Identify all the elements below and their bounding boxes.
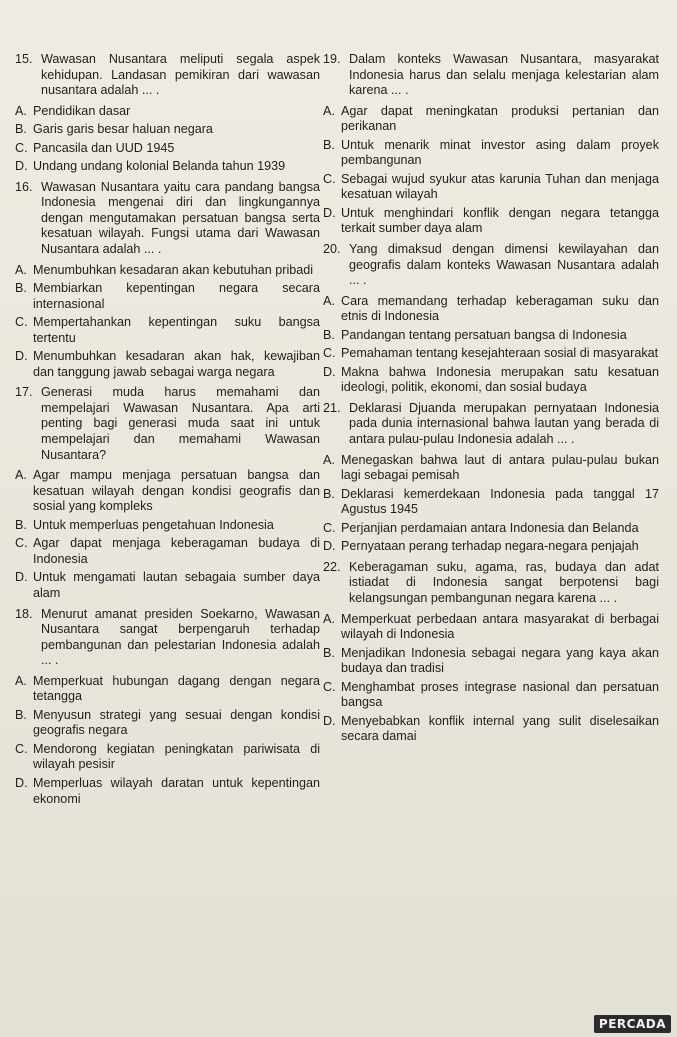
- option-17-c[interactable]: [15, 536, 320, 567]
- options-15: [15, 104, 320, 175]
- option-text: Sebagai wujud syukur atas karunia Tuhan dan menjaga kesatuan wilayah: [341, 171, 659, 202]
- option-letter: B.: [323, 486, 335, 501]
- option-15-b[interactable]: [15, 122, 320, 138]
- option-19-a[interactable]: [323, 104, 659, 135]
- option-letter: C.: [323, 520, 336, 535]
- option-letter: A.: [15, 103, 27, 118]
- option-text: Menumbuhkan kesadaran akan kebutuhan pribadi: [33, 262, 314, 277]
- options-17: [15, 468, 320, 601]
- option-text: Memperkuat perbedaan antara masyarakat di berbagai wilayah di Indonesia: [341, 611, 659, 642]
- option-22-d[interactable]: [323, 714, 659, 745]
- question-19: [323, 52, 659, 99]
- option-19-b[interactable]: [323, 138, 659, 169]
- option-letter: A.: [323, 293, 335, 308]
- option-text: Untuk mengamati lautan sebagaia sumber daya alam: [33, 570, 320, 600]
- options-19: [323, 104, 659, 237]
- option-letter: C.: [15, 140, 28, 155]
- question-18: [15, 607, 320, 669]
- option-20-c[interactable]: [323, 346, 659, 362]
- option-letter: A.: [15, 468, 27, 483]
- option-text: Makna bahwa Indonesia merupakan satu kesatuan ideologi, politik, ekonomi, dan sosial budaya: [341, 364, 659, 395]
- option-letter: A.: [15, 673, 27, 688]
- question-16: [15, 180, 320, 258]
- option-letter: D.: [15, 775, 28, 790]
- option-letter: A.: [323, 452, 335, 467]
- right-column: [323, 52, 659, 750]
- options-21: [323, 453, 659, 555]
- option-text: Menumbuhkan kesadaran akan hak, kewajiban dan tanggung jawab sebagai warga negara: [33, 349, 320, 379]
- option-17-a[interactable]: [15, 468, 320, 515]
- left-column: [15, 52, 320, 812]
- option-text: Pancasila dan UUD 1945: [33, 140, 175, 155]
- question-text: Generasi muda harus memahami dan mempelajari Wawasan Nusantara. Apa arti penting bagi generasi muda saat ini untuk mempelajari dan memahami Wawasan Nusantara?: [41, 385, 320, 462]
- question-15: [15, 52, 320, 99]
- option-21-c[interactable]: [323, 521, 659, 537]
- option-letter: C.: [323, 346, 336, 361]
- option-text: Menghambat proses integrase nasional dan persatuan bangsa: [341, 679, 659, 710]
- option-letter: A.: [323, 103, 335, 118]
- option-text: Memperluas wilayah daratan untuk kepentingan ekonomi: [33, 775, 320, 806]
- option-text: Untuk memperluas pengetahuan Indonesia: [33, 517, 274, 532]
- option-letter: B.: [15, 517, 27, 532]
- option-16-c[interactable]: [15, 315, 320, 346]
- option-letter: D.: [15, 570, 28, 585]
- option-16-d[interactable]: [15, 349, 320, 380]
- option-text: Agar dapat menjaga keberagaman budaya di Indonesia: [33, 536, 320, 566]
- option-text: Undang undang kolonial Belanda tahun 1939: [33, 159, 286, 174]
- option-text: Mendorong kegiatan peningkatan pariwisata di wilayah pesisir: [33, 741, 320, 772]
- question-text: Wawasan Nusantara yaitu cara pandang bangsa Indonesia mengenai diri dan lingkungannya dengan mengutamakan persatuan bangsa serta kesatuan wilayah. Fungsi utama dari Wawasan Nusantara adalah ... .: [41, 179, 320, 257]
- option-text: Agar mampu menjaga persatuan bangsa dan kesatuan wilayah dengan kondisi geografis dan sosial yang kompleks: [33, 468, 320, 514]
- option-letter: D.: [323, 205, 336, 220]
- option-19-d[interactable]: [323, 206, 659, 237]
- option-letter: B.: [15, 707, 27, 722]
- option-letter: D.: [323, 364, 336, 379]
- option-16-a[interactable]: [15, 263, 320, 279]
- question-text: Deklarasi Djuanda merupakan pernyataan Indonesia pada dunia internasional bahwa lautan yang berada di antara pulau-pulau Indonesia adalah ... .: [349, 400, 659, 447]
- options-22: [323, 612, 659, 745]
- option-letter: B.: [15, 281, 27, 296]
- question-20: [323, 242, 659, 289]
- option-16-b[interactable]: [15, 281, 320, 312]
- option-18-a[interactable]: [15, 674, 320, 705]
- question-number: 17.: [15, 385, 33, 400]
- option-20-a[interactable]: [323, 294, 659, 325]
- question-number: 21.: [323, 400, 341, 415]
- option-text: Perjanjian perdamaian antara Indonesia dan Belanda: [341, 520, 639, 535]
- question-22: [323, 560, 659, 607]
- option-text: Untuk menghindari konflik dengan negara tetangga terkait sumber daya alam: [341, 205, 659, 236]
- option-20-b[interactable]: [323, 328, 659, 344]
- option-15-a[interactable]: [15, 104, 320, 120]
- option-letter: C.: [15, 315, 28, 330]
- option-text: Menegaskan bahwa laut di antara pulau-pulau bukan lagi sebagai pemisah: [341, 452, 659, 483]
- option-22-a[interactable]: [323, 612, 659, 643]
- option-22-b[interactable]: [323, 646, 659, 677]
- option-text: Pernyataan perang terhadap negara-negara penjajah: [341, 539, 639, 554]
- option-letter: B.: [323, 327, 335, 342]
- option-20-d[interactable]: [323, 365, 659, 396]
- question-number: 19.: [323, 52, 341, 66]
- option-letter: D.: [323, 713, 336, 728]
- question-number: 16.: [15, 179, 33, 194]
- option-letter: C.: [15, 741, 28, 756]
- option-letter: C.: [323, 679, 336, 694]
- option-21-a[interactable]: [323, 453, 659, 484]
- option-letter: B.: [15, 122, 27, 137]
- options-18: [15, 674, 320, 807]
- options-20: [323, 294, 659, 396]
- option-letter: D.: [323, 539, 336, 554]
- question-text: Yang dimaksud dengan dimensi kewilayahan dan geografis dalam konteks Wawasan Nusantara adalah ... .: [349, 242, 659, 288]
- option-text: Mempertahankan kepentingan suku bangsa tertentu: [33, 315, 320, 345]
- option-letter: D.: [15, 159, 28, 174]
- option-letter: C.: [15, 536, 28, 551]
- option-19-c[interactable]: [323, 172, 659, 203]
- option-22-c[interactable]: [323, 680, 659, 711]
- option-text: Untuk menarik minat investor asing dalam proyek pembangunan: [341, 137, 659, 168]
- option-17-b[interactable]: [15, 518, 320, 534]
- question-text: Dalam konteks Wawasan Nusantara, masyarakat Indonesia harus dan selalu menjaga kelestarian alam karena ... .: [349, 52, 659, 98]
- option-letter: D.: [15, 349, 28, 364]
- option-text: Menyebabkan konflik internal yang sulit diselesaikan secara damai: [341, 713, 659, 744]
- option-text: Cara memandang terhadap keberagaman suku dan etnis di Indonesia: [341, 293, 659, 324]
- options-16: [15, 263, 320, 381]
- option-text: Deklarasi kemerdekaan Indonesia pada tanggal 17 Agustus 1945: [341, 486, 659, 517]
- question-number: 18.: [15, 606, 33, 621]
- option-21-d[interactable]: [323, 539, 659, 555]
- question-17: [15, 385, 320, 463]
- option-text: Pandangan tentang persatuan bangsa di Indonesia: [341, 327, 627, 342]
- option-letter: A.: [15, 262, 27, 277]
- option-text: Pendidikan dasar: [33, 103, 131, 118]
- option-text: Membiarkan kepentingan negara secara internasional: [33, 281, 320, 311]
- question-number: 20.: [323, 242, 341, 257]
- option-15-d[interactable]: [15, 159, 320, 175]
- question-21: [323, 401, 659, 448]
- option-letter: C.: [323, 171, 336, 186]
- question-text: Menurut amanat presiden Soekarno, Wawasan Nusantara sangat berpengaruh terhadap pembangunan dan pelestarian Indonesia adalah ... .: [41, 606, 320, 668]
- question-number: 15.: [15, 52, 33, 66]
- option-15-c[interactable]: [15, 141, 320, 157]
- option-18-d[interactable]: [15, 776, 320, 807]
- option-18-b[interactable]: [15, 708, 320, 739]
- option-21-b[interactable]: [323, 487, 659, 518]
- question-text: Wawasan Nusantara meliputi segala aspek kehidupan. Landasan pemikiran dari wawasan nusantara adalah ... .: [41, 52, 320, 98]
- option-text: Memperkuat hubungan dagang dengan negara tetangga: [33, 673, 320, 704]
- question-text: Keberagaman suku, agama, ras, budaya dan adat istiadat di Indonesia sangat berpotensi bagi kelangsungan pembangunan negara karena ... .: [349, 559, 659, 605]
- option-text: Pemahaman tentang kesejahteraan sosial di masyarakat: [341, 346, 659, 361]
- option-text: Menjadikan Indonesia sebagai negara yang kaya akan budaya dan tradisi: [341, 645, 659, 676]
- option-text: Agar dapat meningkatan produksi pertanian dan perikanan: [341, 103, 659, 134]
- publisher-badge: PERCADA: [594, 1015, 671, 1033]
- question-number: 22.: [323, 559, 341, 574]
- option-text: Menyusun strategi yang sesuai dengan kondisi geografis negara: [33, 707, 320, 738]
- option-17-d[interactable]: [15, 570, 320, 601]
- option-18-c[interactable]: [15, 742, 320, 773]
- option-letter: B.: [323, 645, 335, 660]
- option-text: Garis garis besar haluan negara: [33, 122, 213, 137]
- option-letter: B.: [323, 137, 335, 152]
- option-letter: A.: [323, 611, 335, 626]
